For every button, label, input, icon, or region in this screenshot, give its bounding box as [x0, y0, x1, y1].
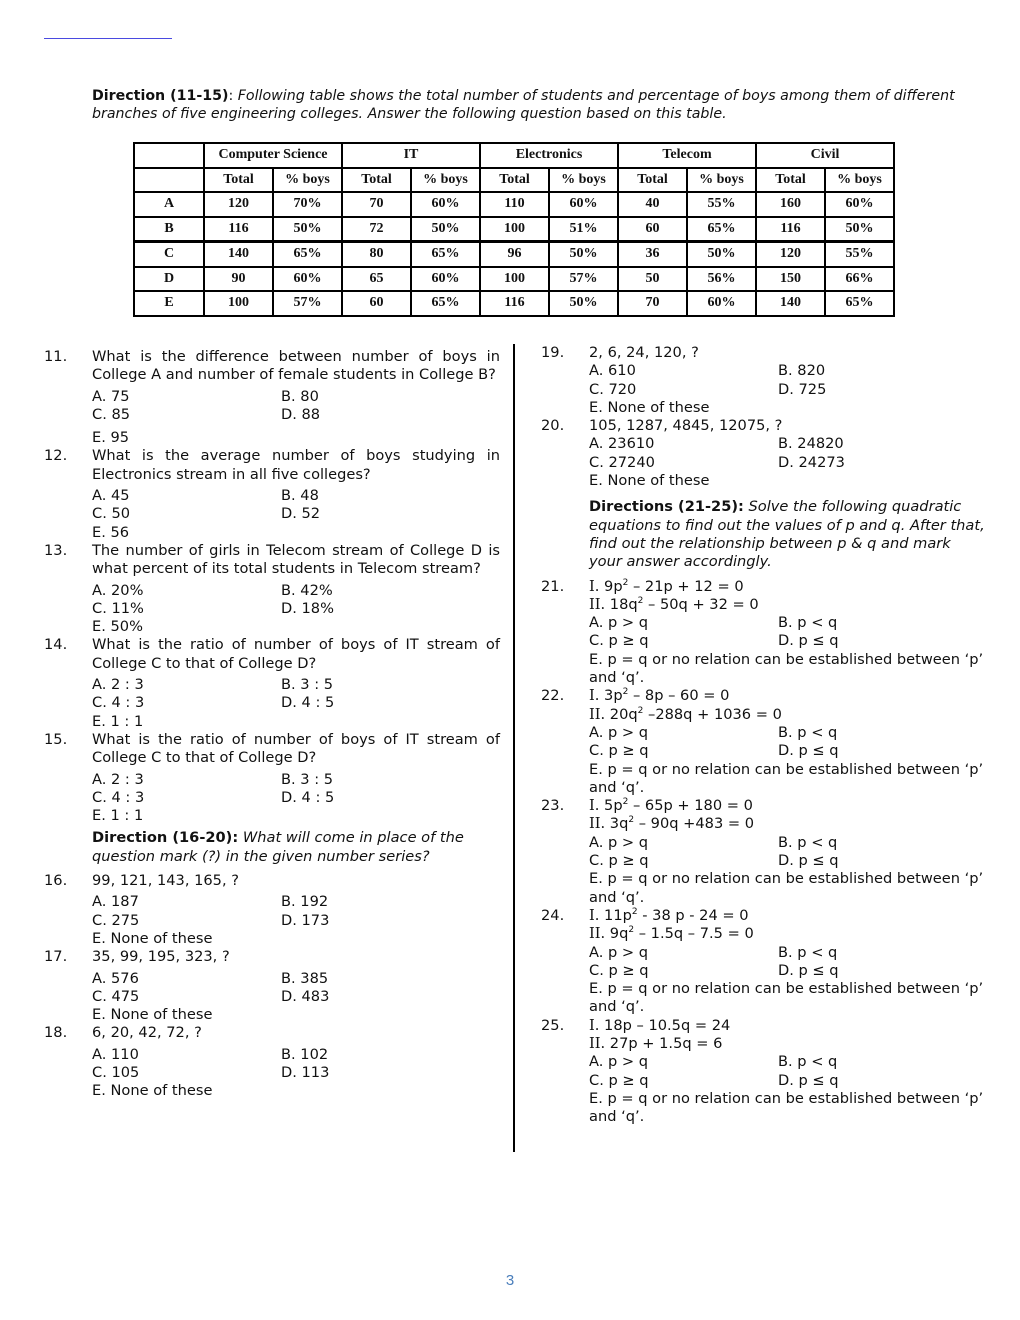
- option-b: B. 192: [281, 893, 329, 911]
- table-corner-cell: [134, 143, 204, 168]
- branch-header: Telecom: [618, 143, 756, 168]
- table-cell: 50%: [549, 291, 618, 316]
- option-a: A. 2 : 3: [92, 770, 144, 788]
- option-d: D. 725: [778, 380, 827, 398]
- option-d: D. 18%: [281, 599, 334, 617]
- question-stem: 105, 1287, 4845, 12075, ?: [589, 417, 783, 435]
- option-b: B. p < q: [778, 943, 838, 961]
- question-23: [541, 797, 987, 907]
- question-number: 19.: [541, 344, 565, 361]
- option-b: B. 3 : 5: [281, 676, 334, 694]
- table-cell: 57%: [549, 267, 618, 292]
- option-e: E. None of these: [92, 1006, 213, 1024]
- option-e: E. 1 : 1: [92, 712, 144, 730]
- option-a: A. p > q: [589, 943, 649, 961]
- table-cell: 90: [204, 267, 273, 292]
- table-row: [134, 291, 894, 316]
- question-16: [44, 872, 500, 948]
- table-cell: 80: [342, 242, 411, 267]
- option-c: C. 11%: [92, 599, 144, 617]
- option-e: E. p = q or no relation can be established between ‘p’ and ‘q’.: [589, 870, 984, 906]
- direction-text: Following table shows the total number of students and percentage of boys among them of different branches of five engineering colleges. Answer the following question based on this table.: [92, 88, 955, 122]
- college-label: A: [134, 192, 204, 217]
- question-number: 14.: [44, 636, 68, 654]
- question-11: [44, 348, 500, 447]
- option-a: A. 2 : 3: [92, 676, 144, 694]
- table-cell: 60%: [549, 192, 618, 217]
- option-d: D. 24273: [778, 453, 845, 471]
- table-cell: 51%: [549, 217, 618, 242]
- table-cell: 116: [480, 291, 549, 316]
- question-stem: What is the ratio of number of boys of IT stream of College C to that of College D?: [92, 636, 500, 672]
- option-d: D. p ≤ q: [778, 1071, 839, 1089]
- college-label: B: [134, 217, 204, 242]
- table-cell: 60%: [273, 267, 342, 292]
- table-cell: 65%: [825, 291, 894, 316]
- option-b: B. p < q: [778, 614, 838, 632]
- question-stem: What is the ratio of number of boys of IT stream of College C to that of College D?: [92, 730, 500, 767]
- option-d: D. 52: [281, 505, 321, 523]
- question-number: 12.: [44, 447, 68, 465]
- equation-1: I. $3p^2 - 8p - 60 = 0$: [589, 687, 730, 705]
- option-a: A. 576: [92, 969, 139, 987]
- option-b: B. 24820: [778, 435, 844, 453]
- table-cell: 60%: [411, 192, 480, 217]
- branch-header: IT: [342, 143, 480, 168]
- option-c: C. 720: [589, 380, 637, 398]
- subheader-total: Total: [618, 168, 687, 193]
- question-stem: What is the average number of boys studying in Electronics stream in all five colleges?: [92, 447, 500, 483]
- option-c: C. 50: [92, 505, 131, 523]
- table-cell: 116: [756, 217, 825, 242]
- table-cell: 100: [480, 267, 549, 292]
- subheader-boys: % boys: [411, 168, 480, 193]
- table-cell: 72: [342, 217, 411, 242]
- option-d: D. 113: [281, 1063, 330, 1081]
- question-number: 17.: [44, 948, 68, 966]
- table-cell: 110: [480, 192, 549, 217]
- option-d: D. p ≤ q: [778, 961, 839, 979]
- table-cell: 65%: [411, 242, 480, 267]
- option-e: E. 50%: [92, 618, 143, 636]
- table-row: [134, 242, 894, 267]
- table-cell: 50%: [825, 217, 894, 242]
- direction-label: Direction (11-15): [92, 88, 229, 104]
- question-15: [44, 731, 500, 825]
- subheader-total: Total: [480, 168, 549, 193]
- subheader-boys: % boys: [549, 168, 618, 193]
- option-e: E. p = q or no relation can be established between ‘p’ and ‘q’.: [589, 650, 984, 687]
- table-cell: 60%: [687, 291, 756, 316]
- option-c: C. 105: [92, 1063, 140, 1081]
- option-c: C. p ≥ q: [589, 961, 649, 979]
- option-b: B. 102: [281, 1045, 329, 1063]
- table-cell: 50%: [411, 217, 480, 242]
- table-cell: 57%: [273, 291, 342, 316]
- question-stem: 2, 6, 24, 120, ?: [589, 344, 699, 361]
- subheader-total: Total: [204, 168, 273, 193]
- option-b: B. 80: [281, 387, 319, 405]
- branch-header: Civil: [756, 143, 894, 168]
- table-corner-cell: [134, 168, 204, 193]
- direction-text: What will come in place of the question mark (?) in the given number series?: [92, 829, 464, 865]
- question-stem: 35, 99, 195, 323, ?: [92, 948, 230, 966]
- direction-21-25: [589, 498, 987, 571]
- option-c: C. p ≥ q: [589, 852, 649, 870]
- table-row: [134, 217, 894, 242]
- direction-16-20: [92, 829, 500, 866]
- table-cell: 150: [756, 267, 825, 292]
- option-d: D. 4 : 5: [281, 694, 335, 712]
- question-13: [44, 542, 500, 636]
- table-cell: 70: [342, 192, 411, 217]
- table-cell: 65%: [687, 217, 756, 242]
- equation-1: I. $5p^2 - 65p + 180 = 0$: [589, 797, 753, 815]
- question-25: [541, 1017, 987, 1127]
- table-cell: 55%: [825, 242, 894, 267]
- option-e: E. p = q or no relation can be established between ‘p’ and ‘q’.: [589, 1089, 984, 1126]
- option-e: E. None of these: [92, 929, 213, 947]
- college-data-table: [133, 142, 895, 317]
- question-number: 16.: [44, 872, 68, 890]
- table-cell: 50: [618, 267, 687, 292]
- option-e: E. 56: [92, 523, 130, 541]
- option-a: A. 23610: [589, 435, 655, 453]
- question-number: 20.: [541, 417, 565, 435]
- option-a: A. p > q: [589, 723, 649, 741]
- table-cell: 60%: [825, 192, 894, 217]
- option-c: C. 275: [92, 911, 140, 929]
- option-c: C. p ≥ q: [589, 632, 649, 650]
- subheader-boys: % boys: [687, 168, 756, 193]
- table-cell: 36: [618, 242, 687, 267]
- option-c: C. 4 : 3: [92, 694, 145, 712]
- question-24: [541, 907, 987, 1017]
- question-stem: What is the difference between number of boys in College A and number of female students in College B?: [92, 348, 500, 384]
- table-branch-header-row: [134, 143, 894, 168]
- table-cell: 55%: [687, 192, 756, 217]
- option-e: E. p = q or no relation can be established between ‘p’ and ‘q’.: [589, 980, 984, 1016]
- question-number: 22.: [541, 687, 565, 705]
- branch-header: Computer Science: [204, 143, 342, 168]
- direction-11-15: Direction (11-15): Following table shows the total number of students and percentage of boys among them of different branches of five engineering colleges. Answer the following question based on this table.: [92, 88, 955, 122]
- table-cell: 40: [618, 192, 687, 217]
- equation-1: I. 18p – 10.5q = 24: [589, 1016, 731, 1034]
- option-d: D. p ≤ q: [778, 742, 839, 760]
- table-subheader-row: [134, 168, 894, 193]
- subheader-total: Total: [342, 168, 411, 193]
- subheader-boys: % boys: [273, 168, 342, 193]
- equation-2: II. $20q^2$ –288q + 1036 = 0: [589, 705, 782, 723]
- header-rule: [44, 38, 172, 39]
- table-cell: 50%: [273, 217, 342, 242]
- option-b: B. 385: [281, 969, 329, 987]
- table-cell: 56%: [687, 267, 756, 292]
- question-number: 13.: [44, 541, 68, 559]
- option-b: B. p < q: [778, 723, 838, 741]
- option-d: D. 173: [281, 911, 330, 929]
- option-a: A. 45: [92, 487, 130, 505]
- question-number: 25.: [541, 1016, 565, 1034]
- option-a: A. p > q: [589, 833, 649, 851]
- question-stem: The number of girls in Telecom stream of College D is what percent of its total students in Telecom stream?: [92, 541, 500, 578]
- table-row: [134, 267, 894, 292]
- equation-2: II. $3q^2 - 90q +483 = 0$: [589, 815, 755, 833]
- question-number: 15.: [44, 730, 68, 748]
- option-d: D. 483: [281, 987, 330, 1005]
- option-b: B. p < q: [778, 1053, 838, 1071]
- table-cell: 60%: [411, 267, 480, 292]
- option-c: C. p ≥ q: [589, 1071, 649, 1089]
- direction-text: Solve the following quadratic equations to find out the values of p and q. After that, find out the relationship between p & q and mark your answer accordingly.: [589, 498, 985, 571]
- table-cell: 140: [204, 242, 273, 267]
- table-cell: 65: [342, 267, 411, 292]
- question-18: [44, 1024, 500, 1100]
- question-19: [541, 344, 987, 417]
- question-20: [541, 417, 987, 490]
- branch-header: Electronics: [480, 143, 618, 168]
- table-cell: 120: [756, 242, 825, 267]
- option-d: D. 88: [281, 405, 321, 423]
- table-row: [134, 192, 894, 217]
- subheader-boys: % boys: [825, 168, 894, 193]
- table-cell: 66%: [825, 267, 894, 292]
- option-a: A. 110: [92, 1045, 139, 1063]
- question-number: 21.: [541, 577, 565, 595]
- option-b: B. 3 : 5: [281, 770, 334, 788]
- equation-2: II. $9q^2 - 1.5q - 7.5 = 0$: [589, 925, 754, 943]
- option-c: C. 475: [92, 987, 140, 1005]
- option-d: D. 4 : 5: [281, 788, 335, 806]
- table-cell: 140: [756, 291, 825, 316]
- college-label: E: [134, 291, 204, 316]
- question-12: [44, 447, 500, 541]
- option-e: E. 1 : 1: [92, 807, 144, 825]
- question-number: 24.: [541, 906, 565, 924]
- option-a: A. 187: [92, 893, 139, 911]
- table-cell: 116: [204, 217, 273, 242]
- question-stem: 6, 20, 42, 72, ?: [92, 1024, 202, 1042]
- option-e: E. None of these: [589, 398, 710, 416]
- option-a: A. 75: [92, 387, 130, 405]
- option-c: C. 27240: [589, 453, 655, 471]
- option-d: D. p ≤ q: [778, 852, 839, 870]
- option-e: E. None of these: [92, 1082, 213, 1100]
- table-cell: 50%: [687, 242, 756, 267]
- question-17: [44, 948, 500, 1024]
- option-a: A. 20%: [92, 581, 144, 599]
- option-e: E. 95: [92, 429, 130, 447]
- option-b: B. 48: [281, 487, 319, 505]
- table-cell: 100: [480, 217, 549, 242]
- option-b: B. p < q: [778, 833, 838, 851]
- option-a: A. p > q: [589, 614, 649, 632]
- option-b: B. 820: [778, 362, 826, 380]
- table-cell: 65%: [273, 242, 342, 267]
- table-cell: 160: [756, 192, 825, 217]
- column-divider: [513, 344, 515, 1152]
- option-d: D. p ≤ q: [778, 632, 839, 650]
- table-cell: 100: [204, 291, 273, 316]
- direction-label: Direction (16-20):: [92, 829, 239, 847]
- direction-label: Directions (21-25):: [589, 498, 744, 516]
- option-b: B. 42%: [281, 581, 333, 599]
- question-22: [541, 687, 987, 797]
- right-column: [541, 344, 987, 1126]
- option-e: E. None of these: [589, 472, 710, 490]
- college-label: D: [134, 267, 204, 292]
- left-column: [44, 348, 500, 1101]
- option-e: E. p = q or no relation can be established between ‘p’ and ‘q’.: [589, 760, 984, 796]
- table-cell: 60: [342, 291, 411, 316]
- question-stem: 99, 121, 143, 165, ?: [92, 872, 239, 890]
- table-cell: 65%: [411, 291, 480, 316]
- question-number: 11.: [44, 348, 68, 365]
- table-cell: 96: [480, 242, 549, 267]
- option-a: A. 610: [589, 362, 636, 380]
- option-a: A. p > q: [589, 1053, 649, 1071]
- option-c: C. p ≥ q: [589, 742, 649, 760]
- question-14: [44, 636, 500, 730]
- table-cell: 70%: [273, 192, 342, 217]
- equation-1: I. $11p^2 - 38$ p - 24 = 0: [589, 906, 749, 924]
- table-cell: 120: [204, 192, 273, 217]
- table-cell: 70: [618, 291, 687, 316]
- option-c: C. 85: [92, 405, 131, 423]
- table-cell: 50%: [549, 242, 618, 267]
- question-number: 18.: [44, 1024, 68, 1042]
- equation-2: II. $18q^2 - 50q + 32 = 0$: [589, 595, 759, 613]
- equation-2: II. 27p + 1.5q = 6: [589, 1034, 723, 1052]
- option-c: C. 4 : 3: [92, 788, 145, 806]
- page-number: 3: [505, 1272, 515, 1289]
- equation-1: I. $9p^2 - 21p + 12 = 0$: [589, 577, 744, 595]
- table-cell: 60: [618, 217, 687, 242]
- question-21: [541, 578, 987, 688]
- subheader-total: Total: [756, 168, 825, 193]
- question-number: 23.: [541, 797, 565, 815]
- college-label: C: [134, 242, 204, 267]
